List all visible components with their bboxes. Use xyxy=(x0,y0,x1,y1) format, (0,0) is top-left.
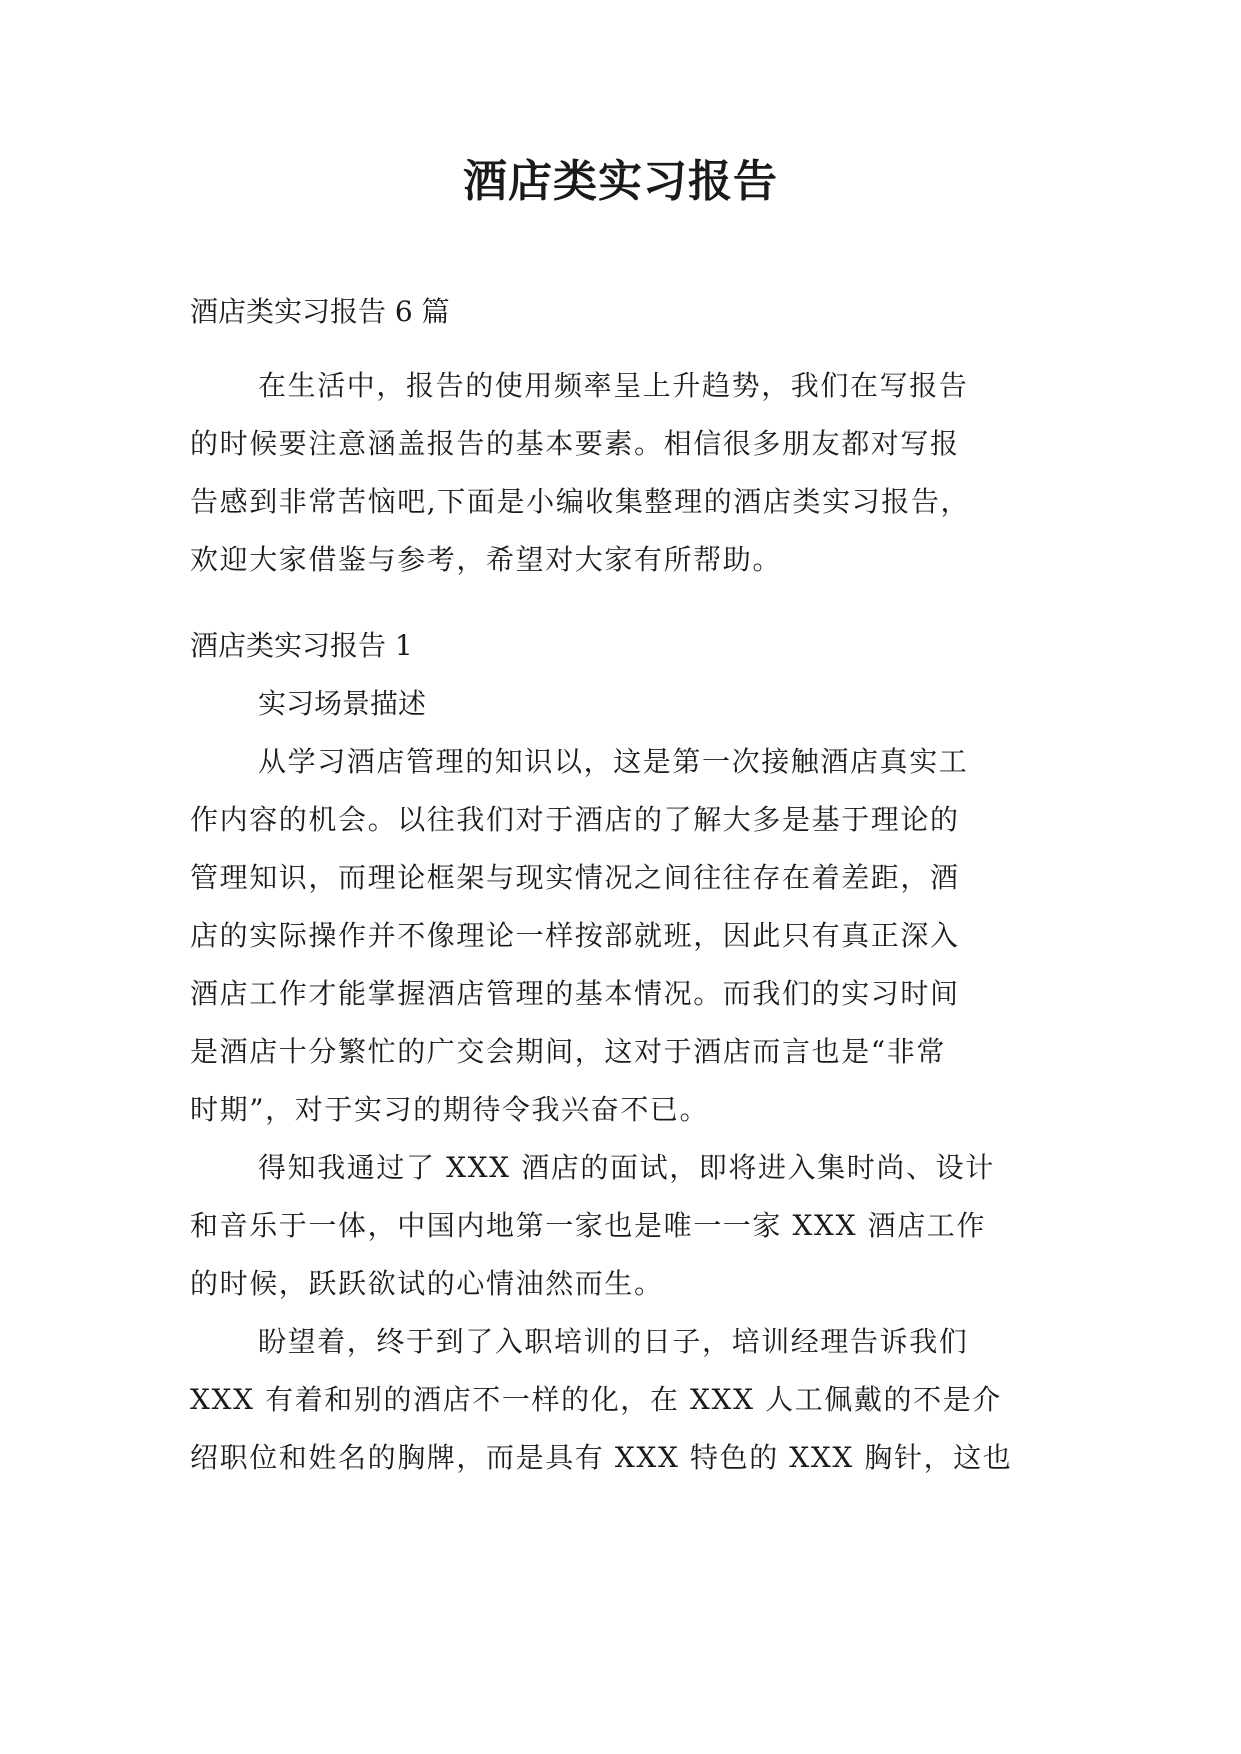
paragraph-line: 盼望着，终于到了入职培训的日子，培训经理告诉我们 xyxy=(258,1325,969,1358)
section-heading: 酒店类实习报告 1 xyxy=(190,629,413,662)
paragraph-line: 的时候要注意涵盖报告的基本要素。相信很多朋友都对写报 xyxy=(190,427,960,460)
paragraph-line: 是酒店十分繁忙的广交会期间，这对于酒店而言也是“非常 xyxy=(190,1035,946,1068)
paragraph-line: 时期”，对于实习的期待令我兴奋不已。 xyxy=(190,1093,710,1126)
section-subheading: 实习场景描述 xyxy=(258,687,427,720)
section-1 xyxy=(190,617,1060,733)
paragraph-line: 作内容的机会。以往我们对于酒店的了解大多是基于理论的 xyxy=(190,803,960,836)
paragraph-line: 酒店工作才能掌握酒店管理的基本情况。而我们的实习时间 xyxy=(190,977,960,1010)
document-subtitle: 酒店类实习报告 6 篇 xyxy=(190,295,450,328)
paragraph-line: 店的实际操作并不像理论一样按部就班，因此只有真正深入 xyxy=(190,919,960,952)
paragraph-line: 管理知识，而理论框架与现实情况之间往往存在着差距，酒 xyxy=(190,861,960,894)
paragraph-line: XXX 有着和别的酒店不一样的化，在 XXX 人工佩戴的不是介 xyxy=(190,1383,1002,1416)
intro-paragraph xyxy=(190,357,1060,589)
paragraph-line: 欢迎大家借鉴与参考，希望对大家有所帮助。 xyxy=(190,543,783,576)
paragraph-3 xyxy=(190,1313,1060,1487)
paragraph-line: 告感到非常苦恼吧,下面是小编收集整理的酒店类实习报告， xyxy=(190,485,971,518)
paragraph-line: 在生活中，报告的使用频率呈上升趋势，我们在写报告 xyxy=(258,369,969,402)
paragraph-line: 绍职位和姓名的胸牌，而是具有 XXX 特色的 XXX 胸针，这也 xyxy=(190,1441,1013,1474)
paragraph-line: 从学习酒店管理的知识以，这是第一次接触酒店真实工 xyxy=(258,745,969,778)
paragraph-line: 的时候，跃跃欲试的心情油然而生。 xyxy=(190,1267,664,1300)
paragraph-line: 得知我通过了 XXX 酒店的面试，即将进入集时尚、设计 xyxy=(258,1151,995,1184)
paragraph-2 xyxy=(190,1139,1060,1313)
paragraph-1 xyxy=(190,733,1060,1139)
document-title: 酒店类实习报告 xyxy=(463,156,778,207)
paragraph-line: 和音乐于一体，中国内地第一家也是唯一一家 XXX 酒店工作 xyxy=(190,1209,987,1242)
